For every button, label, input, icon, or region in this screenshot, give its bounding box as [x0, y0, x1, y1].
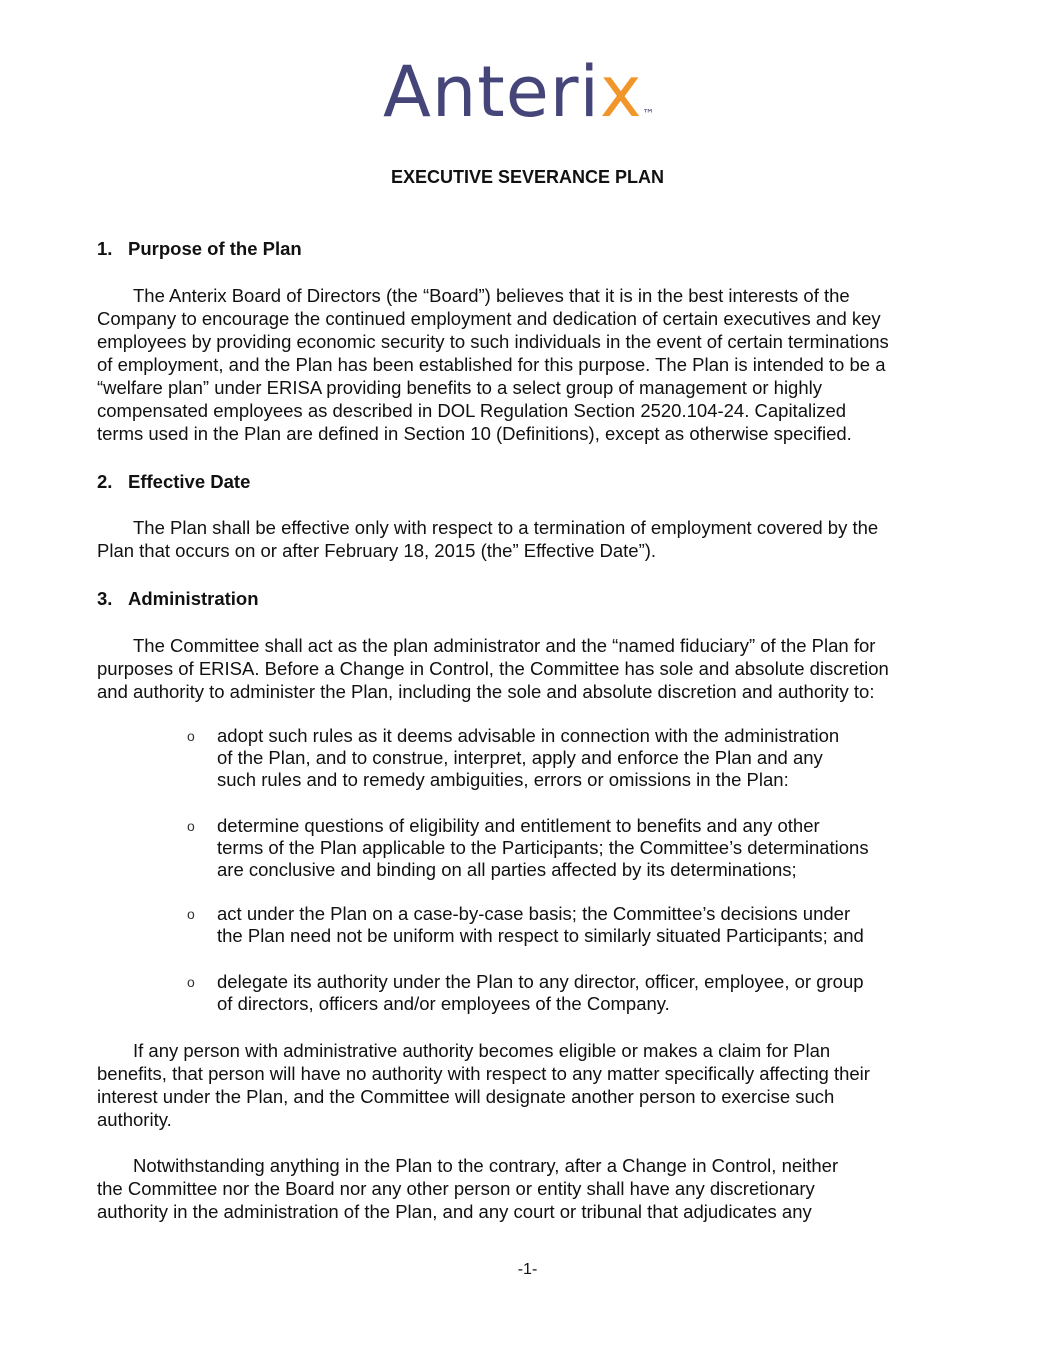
logo-x: x — [600, 51, 643, 133]
text-line: The Anterix Board of Directors (the “Board”) believes that it is in the best interests of the — [133, 285, 850, 306]
section-number: 3. — [97, 588, 113, 609]
anterix-logo — [383, 52, 655, 132]
text-line: If any person with administrative authority becomes eligible or makes a claim for Plan — [133, 1040, 831, 1061]
section-heading — [97, 238, 302, 260]
bullet-item — [187, 815, 869, 881]
text-line: authority. — [97, 1109, 172, 1130]
text-line: the Plan need not be uniform with respect to similarly situated Participants; and — [217, 925, 864, 946]
section-heading — [97, 588, 259, 610]
text-line: interest under the Plan, and the Committee will designate another person to exercise such — [97, 1086, 835, 1107]
text-line: “welfare plan” under ERISA providing benefits to a select group of management or highly — [97, 377, 822, 398]
text-line: Notwithstanding anything in the Plan to the contrary, after a Change in Control, neither — [133, 1155, 839, 1176]
paragraph — [97, 516, 878, 562]
bullet-item — [187, 725, 839, 791]
bullet-icon: o — [187, 906, 195, 922]
text-line: Plan that occurs on or after February 18, 2015 (the” Effective Date”). — [97, 540, 657, 561]
text-line: adopt such rules as it deems advisable in connection with the administration — [217, 725, 840, 746]
section-title: Purpose of the Plan — [128, 238, 302, 259]
text-line: terms of the Plan applicable to the Participants; the Committee’s determinations — [217, 837, 869, 858]
text-line: compensated employees as described in DOL Regulation Section 2520.104-24. Capitalized — [97, 400, 847, 421]
text-line: benefits, that person will have no authority with respect to any matter specifically affecting their — [97, 1063, 870, 1084]
section-title: Effective Date — [128, 471, 251, 492]
text-line: determine questions of eligibility and entitlement to benefits and any other — [217, 815, 820, 836]
text-line: act under the Plan on a case-by-case basis; the Committee’s decisions under — [217, 903, 851, 924]
section-number: 2. — [97, 471, 113, 492]
section-heading — [97, 471, 250, 493]
text-line: The Committee shall act as the plan administrator and the “named fiduciary” of the Plan for — [133, 635, 876, 656]
bullet-icon: o — [187, 818, 195, 834]
text-line: terms used in the Plan are defined in Section 10 (Definitions), except as otherwise specified. — [97, 423, 852, 444]
page-number: -1- — [517, 1261, 538, 1278]
text-line: delegate its authority under the Plan to any director, officer, employee, or group — [217, 971, 864, 992]
text-line: authority in the administration of the Plan, and any court or tribunal that adjudicates any — [97, 1201, 812, 1222]
text-line: of the Plan, and to construe, interpret, apply and enforce the Plan and any — [217, 747, 823, 768]
logo-trademark: ™ — [642, 107, 656, 121]
text-line: of directors, officers and/or employees of the Company. — [217, 993, 670, 1014]
paragraph — [97, 284, 889, 445]
text-line: are conclusive and binding on all parties affected by its determinations; — [217, 859, 797, 880]
text-line: purposes of ERISA. Before a Change in Control, the Committee has sole and absolute discretion — [97, 658, 889, 679]
text-line: the Committee nor the Board nor any other person or entity shall have any discretionary — [97, 1178, 815, 1199]
bullet-item — [187, 903, 864, 947]
bullet-icon: o — [187, 728, 195, 744]
document-title: EXECUTIVE SEVERANCE PLAN — [390, 167, 665, 187]
bullet-icon: o — [187, 974, 195, 990]
text-line: such rules and to remedy ambiguities, errors or omissions in the Plan: — [217, 769, 789, 790]
paragraph — [97, 1154, 838, 1223]
text-line: of employment, and the Plan has been established for this purpose. The Plan is intended to be a — [97, 354, 886, 375]
bullet-item — [187, 971, 864, 1015]
text-line: and authority to administer the Plan, including the sole and absolute discretion and authority to: — [97, 681, 875, 702]
paragraph — [97, 634, 889, 703]
section-number: 1. — [97, 238, 113, 259]
logo-text: Anteri — [383, 51, 600, 133]
text-line: employees by providing economic security to such individuals in the event of certain terminations — [97, 331, 889, 352]
paragraph — [97, 1039, 870, 1131]
section-title: Administration — [128, 588, 259, 609]
text-line: Company to encourage the continued employment and dedication of certain executives and key — [97, 308, 881, 329]
text-line: The Plan shall be effective only with respect to a termination of employment covered by the — [133, 517, 879, 538]
